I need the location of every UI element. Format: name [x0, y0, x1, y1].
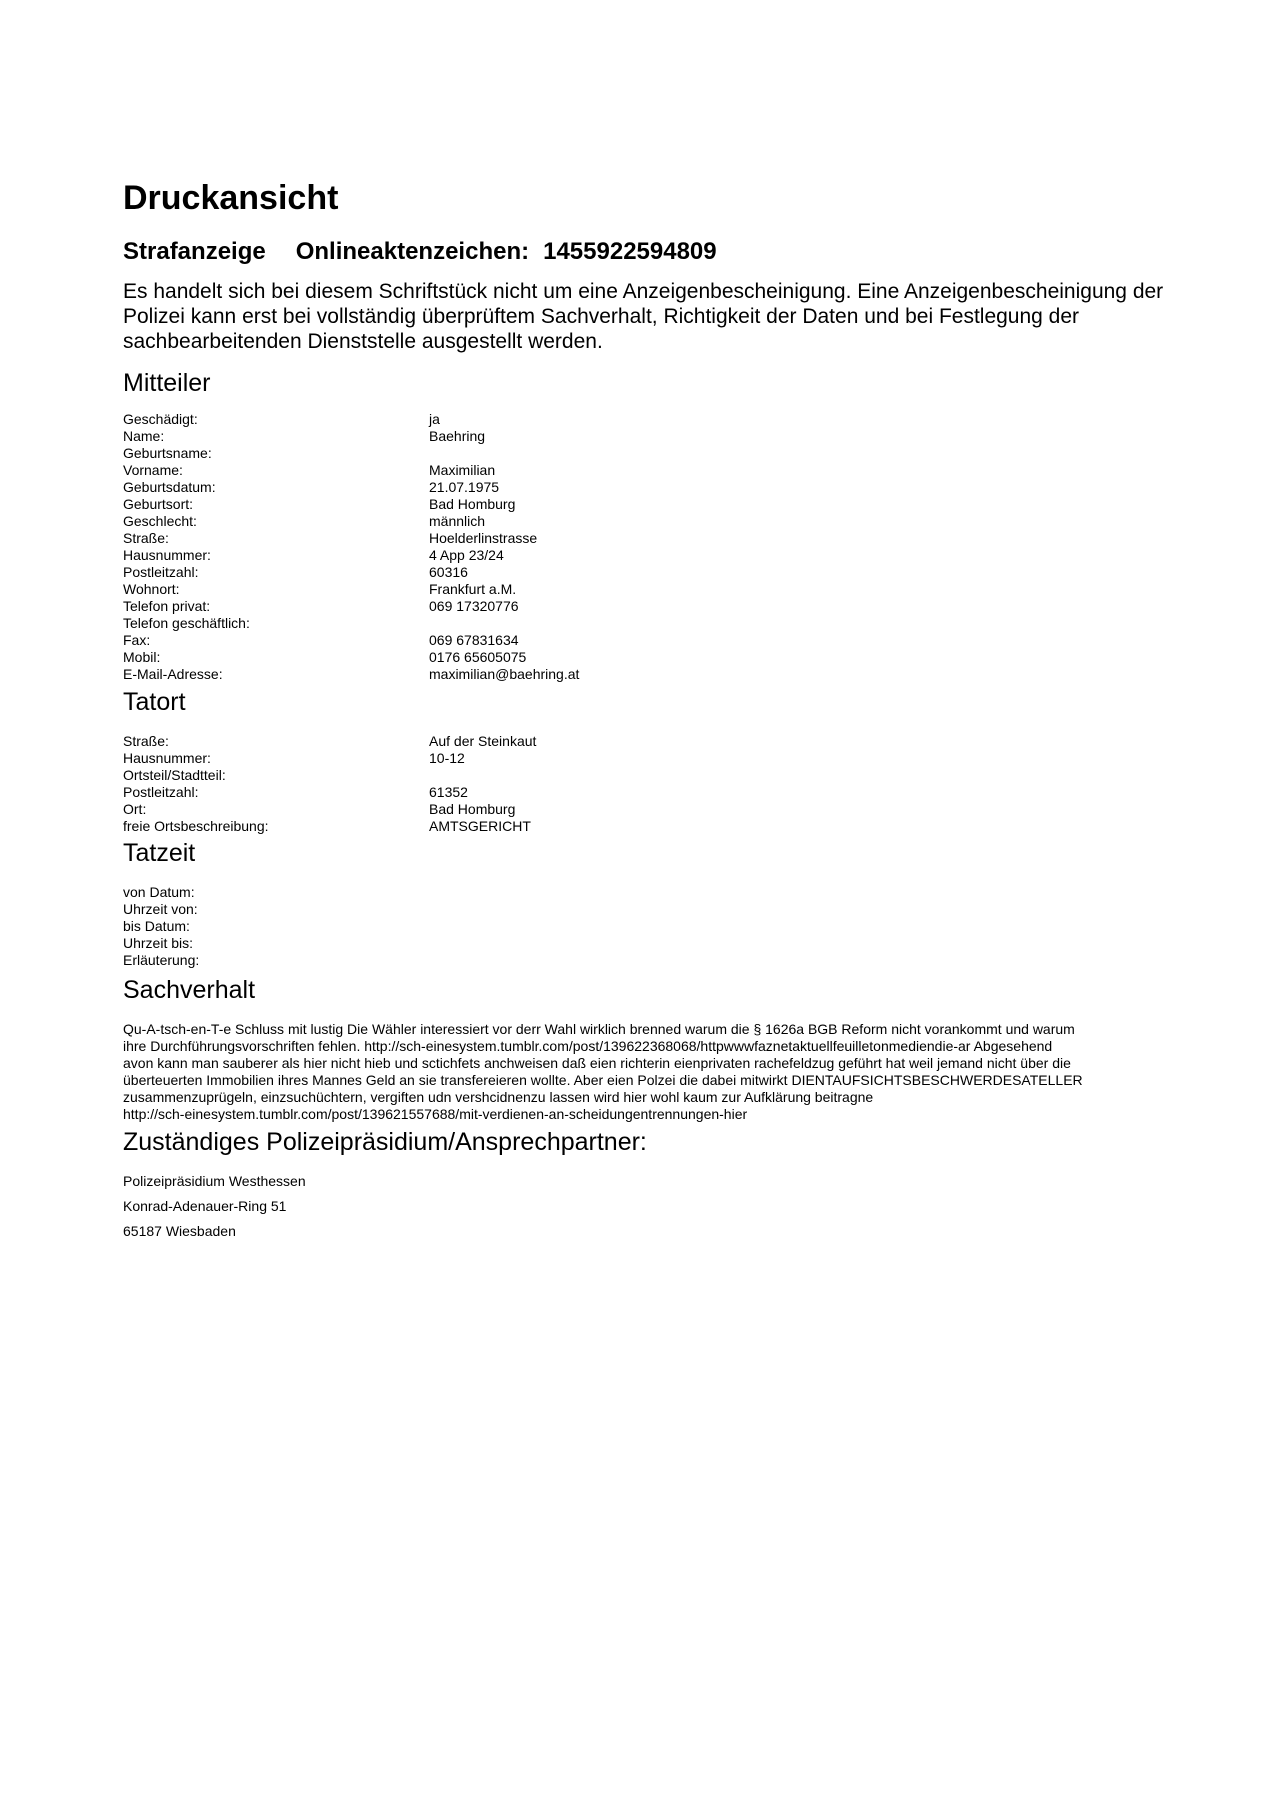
field-value: Bad Homburg — [429, 801, 516, 817]
case-number-label: Onlineaktenzeichen: — [295, 238, 530, 265]
field-label: Geburtsort: — [123, 496, 194, 512]
field-value — [429, 935, 1173, 952]
tatort-field-row — [123, 733, 1173, 750]
report-type: Strafanzeige — [123, 238, 266, 265]
police-city: 65187 Wiesbaden — [123, 1223, 236, 1239]
disclaimer-text: Es handelt sich bei diesem Schriftstück nicht um eine Anzeigenbescheinigung. Eine Anzeigenbescheinigung der Polizei kann erst bei vollständig überprüftem Sachverhalt, Richtigkeit der Daten und bei Festlegung der sachbearbeitenden Dienststelle ausgestellt werden. — [123, 280, 1164, 353]
case-number: 1455922594809 — [543, 238, 717, 265]
field-label: Postleitzahl: — [123, 784, 199, 800]
mitteiler-fields — [123, 411, 1173, 683]
tatzeit-field-row — [123, 918, 1173, 935]
field-value: 61352 — [429, 784, 468, 800]
field-value: 069 17320776 — [429, 598, 519, 614]
field-label: Telefon privat: — [123, 598, 211, 614]
sachverhalt-line: überteuerten Immobilien ihres Mannes Geld an sie transfereieren wollte. Aber eien Polzei die dabei mitwirkt DIENTAUFSICHTSBESCHWERDESATELLER — [123, 1072, 1083, 1088]
field-label: E-Mail-Adresse: — [123, 666, 223, 682]
police-name: Polizeipräsidium Westhessen — [123, 1173, 306, 1189]
section-heading-zustaendig: Zuständiges Polizeipräsidium/Ansprechpartner: — [123, 1128, 647, 1156]
field-value: männlich — [429, 513, 486, 529]
report-subtitle — [123, 237, 717, 267]
field-label: Hausnummer: — [123, 547, 211, 563]
field-value: 10-12 — [429, 750, 465, 766]
field-value: Frankfurt a.M. — [429, 581, 517, 597]
field-value — [429, 918, 1173, 935]
tatort-fields — [123, 733, 1173, 835]
sachverhalt-text — [123, 1021, 1173, 1123]
field-value: 0176 65605075 — [429, 649, 527, 665]
field-value: Auf der Steinkaut — [429, 733, 537, 749]
field-value: AMTSGERICHT — [429, 818, 531, 834]
mitteiler-field-row — [123, 649, 1173, 666]
field-label: Uhrzeit von: — [123, 901, 198, 917]
field-value: 60316 — [429, 564, 468, 580]
mitteiler-field-row — [123, 411, 1173, 428]
field-value: Hoelderlinstrasse — [429, 530, 538, 546]
mitteiler-field-row — [123, 666, 1173, 683]
field-value: 069 67831634 — [429, 632, 519, 648]
field-value: ja — [429, 411, 440, 427]
sachverhalt-line: avon kann man sauberer als hier nicht hieb und sctichfets anchweisen daß eien richterin eienprivaten rachefeldzug geführt hat weil jemand nicht über die — [123, 1055, 1071, 1071]
sachverhalt-line: zusammenzuprügeln, einzsuchüchtern, vergiften udn vershcidnenzu lassen wird hier wohl kaum zur Aufklärung beitragne — [123, 1089, 874, 1105]
tatzeit-field-row — [123, 952, 1173, 969]
sachverhalt-line: Qu-A-tsch-en-T-e Schluss mit lustig Die Wähler interessiert vor derr Wahl wirklich brenned warum die § 1626a BGB Reform nicht vorankommt und warum — [123, 1021, 1075, 1037]
field-label: Ortsteil/Stadtteil: — [123, 767, 226, 783]
field-label: Geschlecht: — [123, 513, 197, 529]
field-label: Uhrzeit bis: — [123, 935, 194, 951]
mitteiler-field-row — [123, 479, 1173, 496]
field-value — [429, 952, 1173, 969]
tatzeit-field-row — [123, 901, 1173, 918]
sachverhalt-line: ihre Durchführungsvorschriften fehlen. http://sch-einesystem.tumblr.com/post/139622368068/httpwwwfaznetaktuellfeuilletonmediendie-ar Abgesehend — [123, 1038, 1053, 1054]
field-value: maximilian@baehring.at — [429, 666, 580, 682]
section-heading-tatzeit: Tatzeit — [123, 839, 196, 867]
field-label: Ort: — [123, 801, 147, 817]
sachverhalt-line: http://sch-einesystem.tumblr.com/post/139621557688/mit-verdienen-an-scheidungentrennungen-hier — [123, 1106, 748, 1122]
field-label: Straße: — [123, 733, 169, 749]
mitteiler-field-row — [123, 632, 1173, 649]
field-value — [429, 884, 1173, 901]
field-label: von Datum: — [123, 884, 195, 900]
field-value: 4 App 23/24 — [429, 547, 504, 563]
field-label: Wohnort: — [123, 581, 180, 597]
section-heading-sachverhalt: Sachverhalt — [123, 976, 256, 1004]
field-value — [429, 901, 1173, 918]
field-value: 21.07.1975 — [429, 479, 500, 495]
field-label: Straße: — [123, 530, 169, 546]
mitteiler-field-row — [123, 547, 1173, 564]
page-title: Druckansicht — [123, 179, 339, 217]
field-value — [429, 767, 1173, 784]
mitteiler-field-row — [123, 581, 1173, 598]
field-label: Name: — [123, 428, 165, 444]
field-label: freie Ortsbeschreibung: — [123, 818, 269, 834]
field-value — [429, 615, 1173, 632]
mitteiler-field-row — [123, 530, 1173, 547]
mitteiler-field-row — [123, 513, 1173, 530]
field-label: bis Datum: — [123, 918, 190, 934]
section-heading-mitteiler: Mitteiler — [123, 369, 211, 397]
mitteiler-field-row — [123, 428, 1173, 445]
mitteiler-field-row — [123, 598, 1173, 615]
tatort-field-row — [123, 818, 1173, 835]
field-label: Hausnummer: — [123, 750, 211, 766]
mitteiler-field-row — [123, 564, 1173, 581]
mitteiler-field-row — [123, 445, 1173, 462]
field-label: Fax: — [123, 632, 151, 648]
field-label: Erläuterung: — [123, 952, 200, 968]
police-street: Konrad-Adenauer-Ring 51 — [123, 1198, 287, 1214]
tatort-field-row — [123, 801, 1173, 818]
field-label: Mobil: — [123, 649, 161, 665]
field-value: Bad Homburg — [429, 496, 516, 512]
tatzeit-field-row — [123, 935, 1173, 952]
tatort-field-row — [123, 767, 1173, 784]
field-label: Telefon geschäftlich: — [123, 615, 250, 631]
tatzeit-field-row — [123, 884, 1173, 901]
field-label: Postleitzahl: — [123, 564, 199, 580]
mitteiler-field-row — [123, 615, 1173, 632]
field-value — [429, 445, 1173, 462]
tatzeit-fields — [123, 884, 1173, 969]
mitteiler-field-row — [123, 462, 1173, 479]
field-value: Maximilian — [429, 462, 496, 478]
mitteiler-field-row — [123, 496, 1173, 513]
field-label: Geschädigt: — [123, 411, 198, 427]
field-label: Vorname: — [123, 462, 183, 478]
police-contact — [123, 1173, 306, 1248]
tatort-field-row — [123, 784, 1173, 801]
tatort-field-row — [123, 750, 1173, 767]
section-heading-tatort: Tatort — [123, 688, 186, 716]
field-label: Geburtsname: — [123, 445, 212, 461]
field-label: Geburtsdatum: — [123, 479, 216, 495]
field-value: Baehring — [429, 428, 486, 444]
